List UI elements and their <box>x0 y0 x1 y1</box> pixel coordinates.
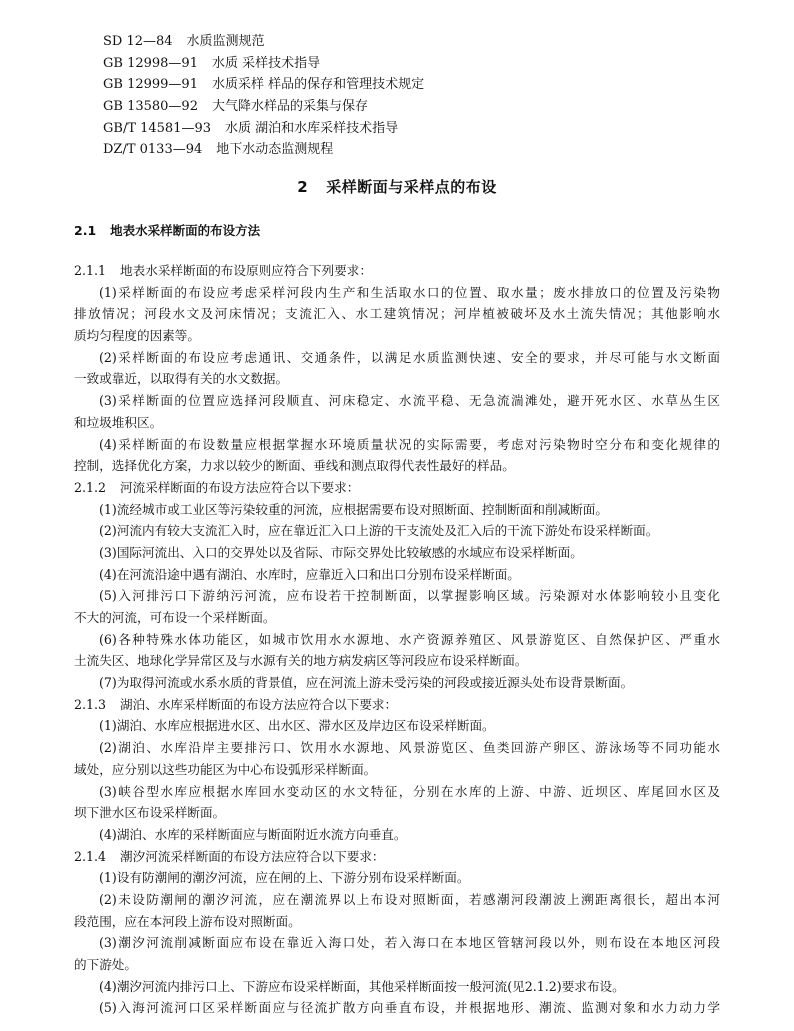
chapter-number: 2 <box>297 178 309 196</box>
line-text: (1)流经城市或工业区等污染较重的河流，应根据需要布设对照断面、控制断面和削减断面。 <box>99 501 608 517</box>
paragraph-line <box>74 564 720 586</box>
body-text <box>74 260 720 1019</box>
paragraph-line <box>74 737 720 759</box>
standard-title: 地下水动态监测规程 <box>216 142 334 158</box>
line-text: (5)入河排污口下游纳污河流，应布设若干控制断面，以掌握影响区域。污染源对水体影响较小且变化 <box>99 588 720 604</box>
line-text: (4)在河流沿途中遇有湖泊、水库时，应靠近入口和出口分别布设采样断面。 <box>99 566 520 582</box>
standard-code: GB 13580—92 <box>103 99 198 115</box>
paragraph-line <box>74 434 720 456</box>
standard-item <box>103 53 424 75</box>
standard-code: GB 12999—91 <box>103 77 198 93</box>
clause-number: 2.1.3 <box>74 696 107 712</box>
line-text: (2)未设防潮闸的潮汐河流，应在潮流界以上布设对照断面，若感潮河段潮波上溯距离很长，超出本河 <box>99 891 720 907</box>
line-text: (4)潮汐河流内排污口上、下游应布设采样断面，其他采样断面按一般河流(见2.1.2)要求布设。 <box>99 978 625 994</box>
line-text: (1)采样断面的布设应考虑采样河段内生产和生活取水口的位置、取水量；废水排放口的位置及污染物 <box>99 284 720 300</box>
paragraph-line <box>74 412 720 434</box>
standard-code: SD 12—84 <box>103 34 173 49</box>
paragraph-line <box>74 368 720 390</box>
line-text: (4)采样断面的布设数量应根据掌握水环境质量状况的实际需要，考虑对污染物时空分布和变化规律的 <box>99 436 720 452</box>
standard-title: 水质 采样技术指导 <box>211 55 321 71</box>
chapter-title: 采样断面与采样点的布设 <box>326 178 497 196</box>
line-text: 湖泊、水库采样断面的布设方法应符合以下要求： <box>120 696 398 712</box>
paragraph-line <box>74 976 720 998</box>
clause-line <box>74 846 720 868</box>
standard-code: DZ/T 0133—94 <box>103 142 203 158</box>
line-text: (2)采样断面的布设应考虑通讯、交通条件，以满足水质监测快速、安全的要求，并尽可能与水文断面 <box>99 349 720 365</box>
line-text: (2)河流内有较大支流汇入时，应在靠近汇入口上游的干支流处及汇入后的干流下游处布设采样断面。 <box>99 523 659 539</box>
clause-number: 2.1.2 <box>74 479 107 495</box>
standard-item <box>103 96 424 118</box>
line-text: 土流失区、地球化学异常区及与水源有关的地方病发病区等河段应布设采样断面。 <box>74 653 528 669</box>
chapter-heading <box>0 176 794 197</box>
paragraph-line <box>74 759 720 781</box>
line-text: 控制，选择优化方案，力求以较少的断面、垂线和测点取得代表性最好的样品。 <box>74 458 515 474</box>
paragraph-line <box>74 867 720 889</box>
section-number: 2.1 <box>74 223 97 238</box>
paragraph-line <box>74 282 720 304</box>
paragraph-line <box>74 932 720 954</box>
line-text: 河流采样断面的布设方法应符合以下要求： <box>120 479 360 495</box>
line-text: (3)国际河流出、入口的交界处以及省际、市际交界处比较敏感的水域应布设采样断面。 <box>99 544 583 560</box>
clause-number: 2.1.1 <box>74 263 107 278</box>
line-text: 地表水采样断面的布设原则应符合下列要求： <box>120 263 372 278</box>
line-text: 一致或靠近，以取得有关的水文数据。 <box>74 371 289 387</box>
paragraph-line <box>74 520 720 542</box>
standard-item <box>103 74 424 96</box>
paragraph-line <box>74 303 720 325</box>
line-text: (6)各种特殊水体功能区，如城市饮用水水源地、水产资源养殖区、风景游览区、自然保护区、严重水 <box>99 631 720 647</box>
line-text: 质均匀程度的因素等。 <box>74 328 200 344</box>
paragraph-line <box>74 889 720 911</box>
line-text: (1)设有防潮闸的潮汐河流，应在闸的上、下游分别布设采样断面。 <box>99 870 470 886</box>
standard-item <box>103 139 424 161</box>
line-text: (7)为取得河流或水系水质的背景值，应在河流上游未受污染的河段或接近源头处布设背景断面。 <box>99 675 634 691</box>
paragraph-line <box>74 347 720 369</box>
section-heading <box>74 221 260 239</box>
clause-line <box>74 260 720 282</box>
paragraph-line <box>74 607 720 629</box>
line-text: 排放情况；河段水文及河床情况；支流汇入、水工建筑情况；河岸植被破坏及水土流失情况；其他影响水 <box>74 306 720 322</box>
paragraph-line <box>74 715 720 737</box>
paragraph-line <box>74 542 720 564</box>
paragraph-line <box>74 629 720 651</box>
paragraph-line <box>74 455 720 477</box>
standard-title: 水质 湖泊和水库采样技术指导 <box>225 120 399 136</box>
paragraph-line <box>74 802 720 824</box>
standard-item <box>103 118 424 140</box>
line-text: 域处，应分别以这些功能区为中心布设弧形采样断面。 <box>74 761 377 777</box>
line-text: (5)入海河流河口区采样断面应与径流扩散方向垂直布设，并根据地形、潮流、监测对象和水力动力学 <box>99 1000 720 1016</box>
line-text: 的下游处。 <box>74 957 137 972</box>
paragraph-line <box>74 650 720 672</box>
section-title: 地表水采样断面的布设方法 <box>110 223 261 238</box>
clause-line <box>74 477 720 499</box>
paragraph-line <box>74 911 720 933</box>
line-text: 段范围，应在本河段上游布设对照断面。 <box>74 913 301 929</box>
line-text: (1)湖泊、水库应根据进水区、出水区、滞水区及岸边区布设采样断面。 <box>99 718 495 734</box>
paragraph-line <box>74 672 720 694</box>
line-text: 潮汐河流采样断面的布设方法应符合以下要求： <box>120 848 385 864</box>
standard-code: GB 12998—91 <box>103 55 198 71</box>
clause-line <box>74 694 720 716</box>
clause-number: 2.1.4 <box>74 848 107 864</box>
paragraph-line <box>74 499 720 521</box>
line-text: 和垃圾堆积区。 <box>74 414 163 430</box>
reference-standards-list <box>103 31 424 161</box>
standard-title: 大气降水样品的采集与保存 <box>211 99 368 115</box>
line-text: 不大的河流，可布设一个采样断面。 <box>74 610 276 625</box>
standard-code: GB/T 14581—93 <box>103 120 212 136</box>
line-text: (4)湖泊、水库的采样断面应与断面附近水流方向垂直。 <box>99 826 407 842</box>
paragraph-line <box>74 781 720 803</box>
paragraph-line <box>74 824 720 846</box>
line-text: (3)潮汐河流削减断面应布设在靠近入海口处，若入海口在本地区管辖河段以外，则布设在本地区河段 <box>99 935 720 951</box>
line-text: (2)湖泊、水库沿岸主要排污口、饮用水水源地、风景游览区、鱼类回游产卵区、游泳场等不同功能水 <box>99 740 720 756</box>
paragraph-line <box>74 585 720 607</box>
paragraph-line <box>74 390 720 412</box>
paragraph-line <box>74 325 720 347</box>
standard-title: 水质监测规范 <box>186 34 265 49</box>
paragraph-line <box>74 997 720 1019</box>
standard-item <box>103 31 424 53</box>
paragraph-line <box>74 954 720 976</box>
line-text: 坝下泄水区布设采样断面。 <box>74 805 226 821</box>
line-text: (3)采样断面的位置应选择河段顺直、河床稳定、水流平稳、无急流湍滩处，避开死水区、水草丛生区 <box>99 393 720 409</box>
line-text: (3)峡谷型水库应根据水库回水变动区的水文特征，分别在水库的上游、中游、近坝区、库尾回水区及 <box>99 783 720 799</box>
standard-title: 水质采样 样品的保存和管理技术规定 <box>211 77 425 93</box>
